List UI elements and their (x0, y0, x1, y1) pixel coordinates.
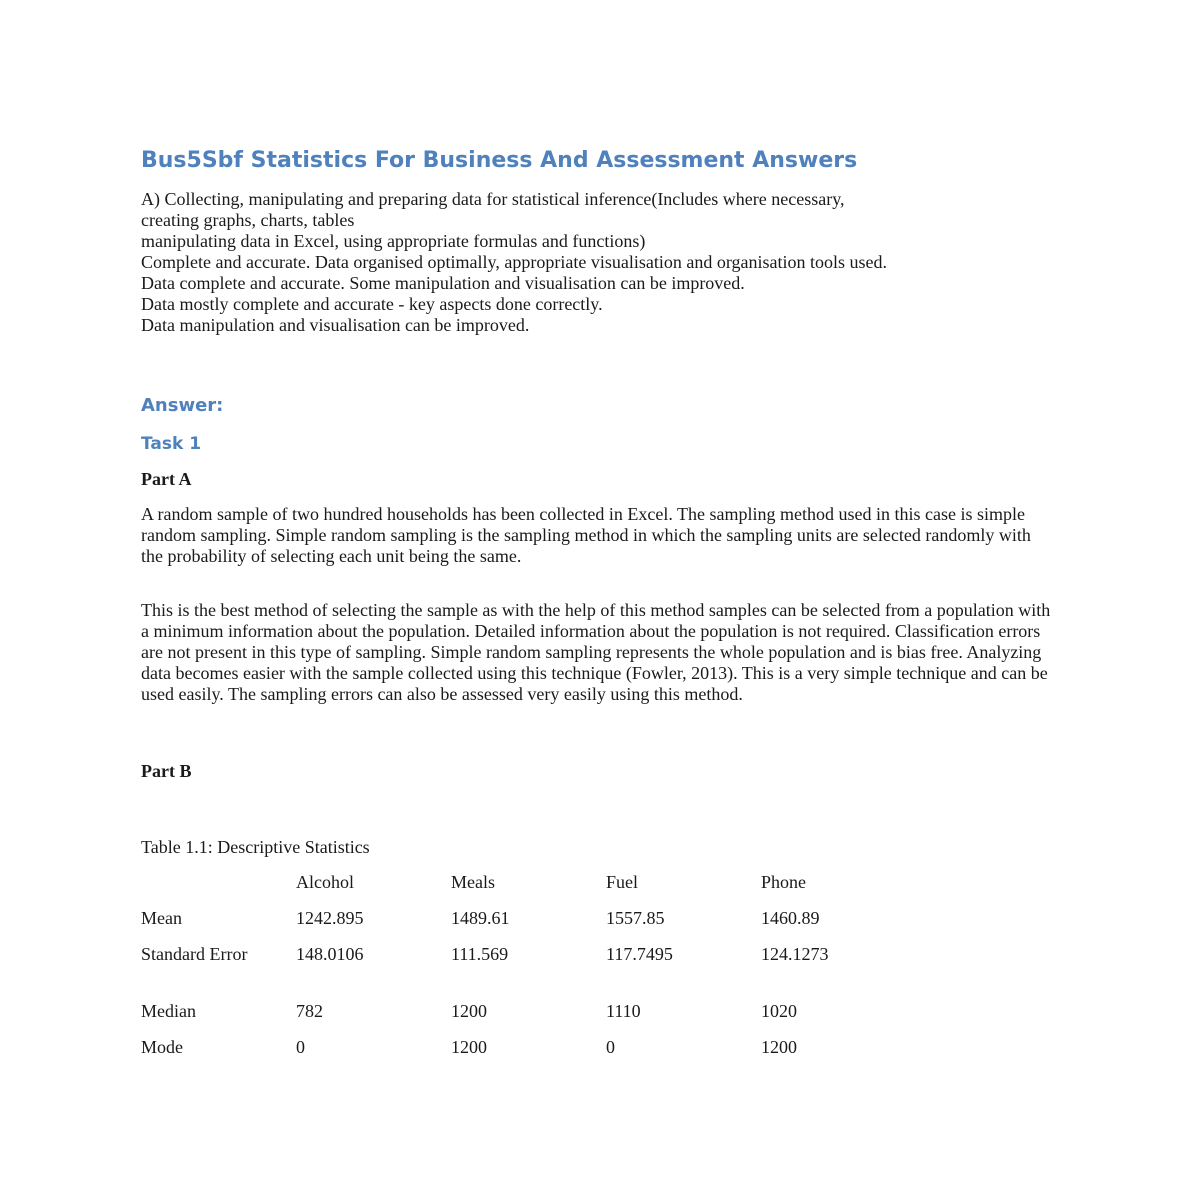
table-cell: 1200 (451, 1001, 487, 1021)
task-heading: Task 1 (141, 434, 202, 454)
criteria-line: Data mostly complete and accurate - key aspects done correctly. (141, 294, 603, 314)
part-a-paragraph: A random sample of two hundred households has been collected in Excel. The sampling method used in this case is simple random sampling. Simple random sampling is the sampling method in which the sampling units are selected randomly with the probability of selecting each unit being the same. (141, 504, 1031, 566)
part-a-heading: Part A (141, 469, 192, 489)
row-label: Standard Error (141, 944, 248, 964)
row-label: Mean (141, 908, 182, 928)
criteria-line: creating graphs, charts, tables (141, 210, 355, 230)
table-cell: 1460.89 (761, 908, 820, 928)
table-cell: 1110 (606, 1001, 641, 1021)
table-cell: 0 (606, 1037, 615, 1057)
table-cell: 1242.895 (296, 908, 364, 928)
table-cell: 1557.85 (606, 908, 665, 928)
table-row (141, 1001, 916, 1037)
table-row (141, 1037, 916, 1073)
table-header-cell: Phone (761, 872, 806, 892)
row-label: Median (141, 1001, 196, 1021)
table-cell: 0 (296, 1037, 305, 1057)
descriptive-statistics-table (141, 872, 916, 1073)
table-cell: 124.1273 (761, 944, 829, 964)
table-cell: 1489.61 (451, 908, 510, 928)
table-cell: 782 (296, 1001, 323, 1021)
table-cell: 1200 (761, 1037, 797, 1057)
table-row (141, 908, 916, 944)
table-cell: 111.569 (451, 944, 509, 964)
assessment-criteria (141, 189, 1041, 336)
criteria-line: Data manipulation and visualisation can be improved. (141, 315, 530, 335)
table-header-cell (141, 872, 296, 908)
criteria-line: Data complete and accurate. Some manipulation and visualisation can be improved. (141, 273, 745, 293)
table-cell: 1200 (451, 1037, 487, 1057)
criteria-line: Complete and accurate. Data organised optimally, appropriate visualisation and organisation tools used. (141, 252, 887, 272)
part-b-heading: Part B (141, 761, 192, 781)
table-header-cell: Alcohol (296, 872, 354, 892)
table-header-cell: Meals (451, 872, 495, 892)
criteria-line: manipulating data in Excel, using appropriate formulas and functions) (141, 231, 646, 251)
table-cell: 148.0106 (296, 944, 364, 964)
criteria-line: A) Collecting, manipulating and preparing data for statistical inference(Includes where necessary, (141, 189, 845, 209)
table-header-row (141, 872, 916, 908)
table-header-cell: Fuel (606, 872, 639, 892)
table-caption: Table 1.1: Descriptive Statistics (141, 837, 370, 857)
answer-heading: Answer: (141, 395, 224, 416)
table-cell: 1020 (761, 1001, 797, 1021)
table-cell: 117.7495 (606, 944, 673, 964)
document-title: Bus5Sbf Statistics For Business And Assessment Answers (141, 148, 858, 173)
table-row (141, 944, 916, 1001)
part-a-paragraph: This is the best method of selecting the sample as with the help of this method samples can be selected from a population with a minimum information about the population. Detailed information about the population is not required. Classification errors are not present in this type of sampling. Simple random sampling represents the whole population and is bias free. Analyzing data becomes easier with the sample collected using this technique (Fowler, 2013). This is a very simple technique and can be used easily. The sampling errors can also be assessed very easily using this method. (141, 600, 1051, 704)
row-label: Mode (141, 1037, 183, 1057)
